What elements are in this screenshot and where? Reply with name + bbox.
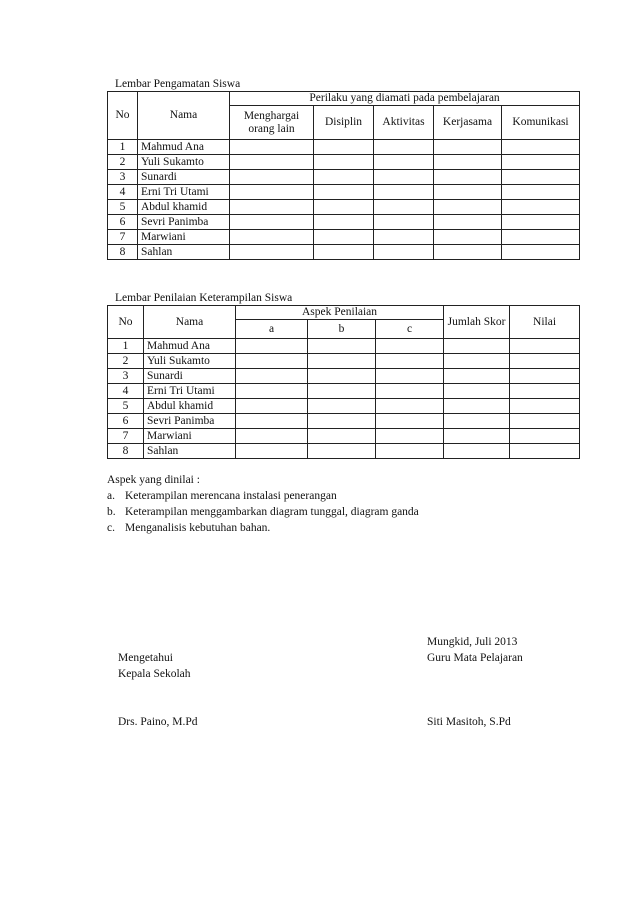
col-header-nilai: Nilai [510, 306, 580, 339]
observation-score-cell[interactable] [314, 185, 374, 200]
student-name: Erni Tri Utami [144, 384, 236, 399]
student-name: Sahlan [138, 245, 230, 260]
criteria-item [107, 522, 270, 534]
table-row [108, 170, 580, 185]
student-name: Sunardi [144, 369, 236, 384]
row-number: 7 [108, 230, 138, 245]
aspect-header: Komunikasi [502, 106, 580, 140]
aspect-header-b: b [308, 320, 376, 339]
table-row [108, 399, 580, 414]
observation-title: Lembar Pengamatan Siswa [115, 78, 241, 90]
table-row [108, 140, 580, 155]
skills-title: Lembar Penilaian Keterampilan Siswa [115, 292, 293, 304]
skills-score-cell[interactable] [444, 384, 510, 399]
right-role: Guru Mata Pelajaran [427, 652, 523, 664]
student-name: Marwiani [144, 429, 236, 444]
left-role: Kepala Sekolah [118, 668, 191, 680]
observation-score-cell[interactable] [314, 140, 374, 155]
skills-score-cell[interactable] [236, 429, 308, 444]
student-name: Marwiani [138, 230, 230, 245]
skills-score-cell[interactable] [510, 414, 580, 429]
student-name: Sunardi [138, 170, 230, 185]
col-header-nama: Nama [138, 92, 230, 140]
observation-score-cell[interactable] [314, 230, 374, 245]
table-row [108, 200, 580, 215]
skills-score-cell[interactable] [444, 369, 510, 384]
observation-score-cell[interactable] [502, 215, 580, 230]
observation-score-cell[interactable] [374, 245, 434, 260]
table-row [108, 155, 580, 170]
skills-score-cell[interactable] [444, 354, 510, 369]
row-number: 6 [108, 215, 138, 230]
observation-score-cell[interactable] [230, 140, 314, 155]
left-signatory-name: Drs. Paino, M.Pd [118, 716, 198, 728]
criteria-letter: a. [107, 490, 115, 502]
col-header-no: No [108, 92, 138, 140]
observation-score-cell[interactable] [314, 200, 374, 215]
student-name: Sevri Panimba [138, 215, 230, 230]
skills-score-cell[interactable] [510, 399, 580, 414]
skills-score-cell[interactable] [308, 384, 376, 399]
row-number: 4 [108, 185, 138, 200]
table-row [108, 444, 580, 459]
skills-score-cell[interactable] [510, 429, 580, 444]
row-number: 5 [108, 399, 144, 414]
student-name: Mahmud Ana [138, 140, 230, 155]
skills-score-cell[interactable] [236, 414, 308, 429]
row-number: 5 [108, 200, 138, 215]
group-header-behaviour: Perilaku yang diamati pada pembelajaran [230, 92, 580, 106]
skills-score-cell[interactable] [376, 399, 444, 414]
row-number: 8 [108, 444, 144, 459]
table-row [108, 339, 580, 354]
observation-score-cell[interactable] [230, 215, 314, 230]
skills-score-cell[interactable] [236, 369, 308, 384]
observation-score-cell[interactable] [502, 170, 580, 185]
student-name: Yuli Sukamto [144, 354, 236, 369]
skills-score-cell[interactable] [236, 384, 308, 399]
observation-score-cell[interactable] [230, 170, 314, 185]
aspect-header: Aktivitas [374, 106, 434, 140]
skills-score-cell[interactable] [510, 354, 580, 369]
observation-score-cell[interactable] [314, 170, 374, 185]
skills-score-cell[interactable] [376, 354, 444, 369]
observation-score-cell[interactable] [314, 215, 374, 230]
criteria-text: Menganalisis kebutuhan bahan. [125, 522, 271, 534]
criteria-item [107, 506, 419, 518]
skills-score-cell[interactable] [444, 339, 510, 354]
skills-score-cell[interactable] [510, 339, 580, 354]
skills-score-cell[interactable] [444, 399, 510, 414]
row-number: 2 [108, 354, 144, 369]
observation-score-cell[interactable] [374, 200, 434, 215]
skills-score-cell[interactable] [236, 354, 308, 369]
observation-score-cell[interactable] [374, 185, 434, 200]
skills-score-cell[interactable] [308, 369, 376, 384]
observation-score-cell[interactable] [434, 200, 502, 215]
row-number: 3 [108, 170, 138, 185]
table-row [108, 384, 580, 399]
observation-score-cell[interactable] [502, 245, 580, 260]
observation-score-cell[interactable] [434, 230, 502, 245]
observation-score-cell[interactable] [434, 215, 502, 230]
group-header-aspects: Aspek Penilaian [236, 306, 444, 320]
row-number: 6 [108, 414, 144, 429]
table-row [108, 429, 580, 444]
observation-score-cell[interactable] [314, 155, 374, 170]
student-name: Abdul khamid [138, 200, 230, 215]
observation-score-cell[interactable] [434, 245, 502, 260]
col-header-nama: Nama [144, 306, 236, 339]
skills-score-cell[interactable] [444, 444, 510, 459]
criteria-text: Keterampilan merencana instalasi penerangan [125, 490, 337, 502]
observation-score-cell[interactable] [502, 155, 580, 170]
skills-score-cell[interactable] [236, 444, 308, 459]
observation-score-cell[interactable] [230, 185, 314, 200]
skills-score-cell[interactable] [376, 339, 444, 354]
skills-score-cell[interactable] [376, 429, 444, 444]
left-known-label: Mengetahui [118, 652, 173, 664]
observation-score-cell[interactable] [434, 140, 502, 155]
skills-score-cell[interactable] [308, 429, 376, 444]
skills-score-cell[interactable] [308, 444, 376, 459]
observation-score-cell[interactable] [374, 215, 434, 230]
skills-score-cell[interactable] [236, 339, 308, 354]
skills-score-cell[interactable] [444, 429, 510, 444]
observation-score-cell[interactable] [230, 155, 314, 170]
criteria-text: Keterampilan menggambarkan diagram tunggal, diagram ganda [125, 506, 419, 518]
skills-score-cell[interactable] [376, 369, 444, 384]
criteria-letter: c. [107, 522, 115, 534]
row-number: 1 [108, 339, 144, 354]
table-row [108, 185, 580, 200]
aspect-header: Kerjasama [434, 106, 502, 140]
skills-score-cell[interactable] [376, 444, 444, 459]
observation-score-cell[interactable] [502, 140, 580, 155]
skills-score-cell[interactable] [510, 384, 580, 399]
skills-score-cell[interactable] [510, 369, 580, 384]
criteria-heading: Aspek yang dinilai : [107, 474, 200, 486]
observation-score-cell[interactable] [434, 185, 502, 200]
row-number: 4 [108, 384, 144, 399]
observation-score-cell[interactable] [502, 185, 580, 200]
table-row [108, 354, 580, 369]
skills-score-cell[interactable] [308, 399, 376, 414]
table-row [108, 245, 580, 260]
observation-score-cell[interactable] [374, 230, 434, 245]
observation-score-cell[interactable] [230, 230, 314, 245]
row-number: 8 [108, 245, 138, 260]
criteria-letter: b. [107, 506, 116, 518]
observation-score-cell[interactable] [230, 245, 314, 260]
observation-score-cell[interactable] [434, 155, 502, 170]
observation-score-cell[interactable] [314, 245, 374, 260]
student-name: Mahmud Ana [144, 339, 236, 354]
observation-table [107, 91, 580, 260]
student-name: Sevri Panimba [144, 414, 236, 429]
row-number: 3 [108, 369, 144, 384]
place-date: Mungkid, Juli 2013 [427, 636, 518, 648]
observation-score-cell[interactable] [502, 230, 580, 245]
observation-score-cell[interactable] [374, 170, 434, 185]
observation-score-cell[interactable] [374, 155, 434, 170]
observation-score-cell[interactable] [230, 200, 314, 215]
observation-score-cell[interactable] [374, 140, 434, 155]
table-row [108, 230, 580, 245]
student-name: Erni Tri Utami [138, 185, 230, 200]
skills-table [107, 305, 580, 459]
observation-score-cell[interactable] [434, 170, 502, 185]
student-name: Sahlan [144, 444, 236, 459]
table-row [108, 215, 580, 230]
aspect-header-c: c [376, 320, 444, 339]
student-name: Yuli Sukamto [138, 155, 230, 170]
col-header-jumlah-skor: Jumlah Skor [444, 306, 510, 339]
table-row [108, 414, 580, 429]
skills-score-cell[interactable] [510, 444, 580, 459]
aspect-header-a: a [236, 320, 308, 339]
aspect-header: Menghargai orang lain [230, 106, 314, 140]
right-signatory-name: Siti Masitoh, S.Pd [427, 716, 511, 728]
skills-score-cell[interactable] [376, 414, 444, 429]
aspect-header: Disiplin [314, 106, 374, 140]
row-number: 2 [108, 155, 138, 170]
col-header-no: No [108, 306, 144, 339]
skills-score-cell[interactable] [236, 399, 308, 414]
skills-score-cell[interactable] [308, 414, 376, 429]
criteria-item [107, 490, 337, 502]
skills-score-cell[interactable] [376, 384, 444, 399]
skills-score-cell[interactable] [308, 354, 376, 369]
table-row [108, 369, 580, 384]
observation-score-cell[interactable] [502, 200, 580, 215]
skills-score-cell[interactable] [444, 414, 510, 429]
skills-score-cell[interactable] [308, 339, 376, 354]
student-name: Abdul khamid [144, 399, 236, 414]
row-number: 1 [108, 140, 138, 155]
row-number: 7 [108, 429, 144, 444]
